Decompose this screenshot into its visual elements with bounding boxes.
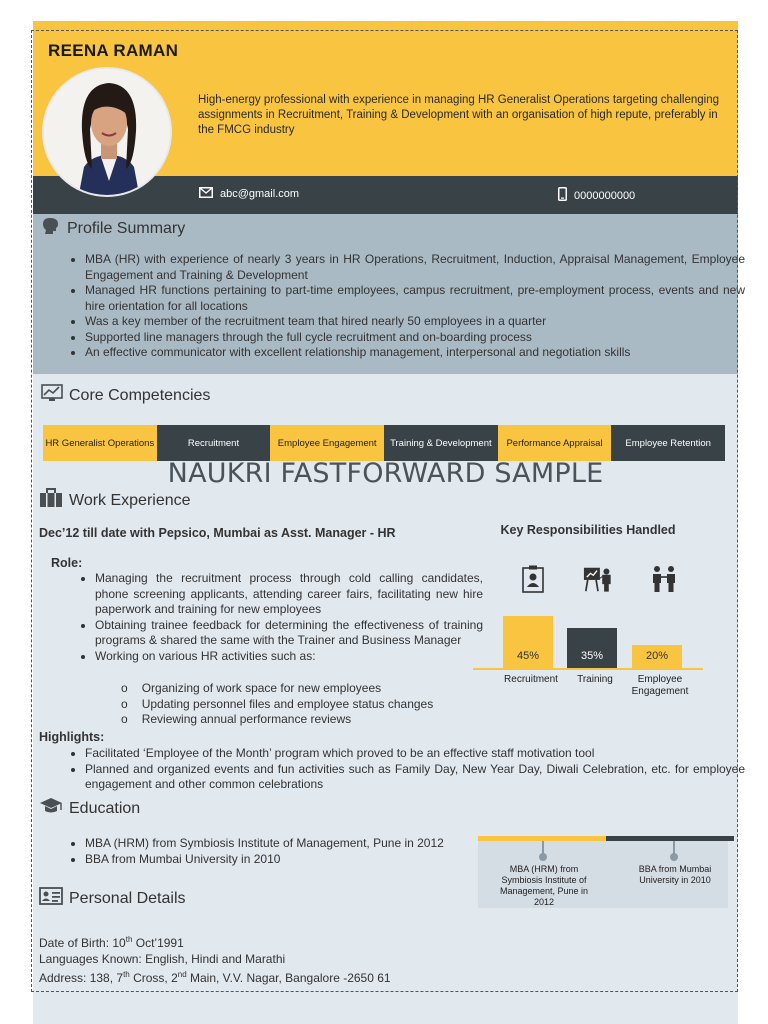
list-item: • BBA from Mumbai University in 2010 xyxy=(85,852,525,868)
sample-watermark: NAUKRI FASTFORWARD SAMPLE xyxy=(167,458,604,489)
timeline-entry: MBA (HRM) from Symbiosis Institute of Management, Pune in 2012 xyxy=(499,864,589,907)
competency-tag: HR Generalist Operations xyxy=(43,425,157,461)
list-item: • Facilitated ‘Employee of the Month’ program which proved to be an effective staff motivation tool xyxy=(85,746,745,762)
chart-baseline xyxy=(473,668,703,670)
mobile-phone-icon xyxy=(558,187,567,204)
personal-details-text xyxy=(39,932,391,987)
job-title: Dec’12 till date with Pepsico, Mumbai as Asst. Manager - HR xyxy=(39,526,396,540)
chart-bar xyxy=(503,616,553,668)
education-timeline xyxy=(478,836,728,908)
timeline-entry: BBA from Mumbai University in 2010 xyxy=(638,864,712,885)
education-list xyxy=(65,836,525,867)
envelope-icon xyxy=(199,187,213,201)
competency-tag: Employee Engagement xyxy=(270,425,384,461)
list-item: o Organizing of work space for new employees xyxy=(121,681,382,695)
competency-tags xyxy=(43,425,725,461)
competency-tag: Training & Development xyxy=(384,425,498,461)
monitor-chart-icon xyxy=(41,384,63,407)
competency-tag: Performance Appraisal xyxy=(498,425,612,461)
highlights-label: Highlights: xyxy=(39,730,105,744)
graduation-cap-icon xyxy=(39,797,63,820)
role-list xyxy=(75,571,483,664)
personal-details-heading: Personal Details xyxy=(39,887,186,910)
bar-value-label: 20% xyxy=(645,650,669,662)
phone-contact[interactable] xyxy=(558,187,635,204)
list-item: • Supported line managers through the full cycle recruitment and on-boarding process xyxy=(85,330,745,346)
date-of-birth: Date of Birth: 10th Oct’1991 xyxy=(39,935,184,950)
chart-bar xyxy=(567,628,617,668)
list-item: o Reviewing annual performance reviews xyxy=(121,712,352,726)
list-item: o Updating personnel files and employee status changes xyxy=(121,696,434,711)
candidate-name: REENA RAMAN xyxy=(48,41,179,60)
chart-title: Key Responsibilities Handled xyxy=(500,523,676,537)
languages-known: Languages Known: English, Hindi and Marathi xyxy=(39,951,286,966)
email-text: abc@gmail.com xyxy=(220,188,300,200)
work-experience-heading: Work Experience xyxy=(39,488,191,513)
competency-tag: Employee Retention xyxy=(611,425,725,461)
list-item: • Managed HR functions pertaining to part-time employees, campus recruitment, pre-employment process, events and new hire orientation for all locations xyxy=(85,283,745,314)
category-label: Employee Engagement xyxy=(631,674,689,697)
list-item: • Was a key member of the recruitment team that hired nearly 50 employees in a quarter xyxy=(85,314,745,330)
category-label: Training xyxy=(577,674,613,685)
category-label: Recruitment xyxy=(504,674,558,685)
profile-photo xyxy=(42,67,172,197)
timeline-node xyxy=(542,841,544,855)
list-item: • Planned and organized events and fun activities such as Family Day, New Year Day, Diwali Celebration, etc. for employee engagement and other common celebrations xyxy=(85,762,745,793)
bar-value-label: 35% xyxy=(580,650,604,662)
email-contact[interactable] xyxy=(199,187,299,201)
phone-text: 0000000000 xyxy=(574,189,636,202)
competency-tag: Recruitment xyxy=(157,425,271,461)
education-heading: Education xyxy=(39,797,140,820)
list-item: • Obtaining trainee feedback for determining the effectiveness of training programs & shared the same with the Trainer and Business Manager xyxy=(95,618,483,649)
role-label: Role: xyxy=(51,556,83,570)
chart-bar xyxy=(632,645,682,668)
briefcase-icon xyxy=(39,488,63,513)
profile-summary-list xyxy=(65,252,745,361)
list-item: • An effective communicator with excellent relationship management, interpersonal and negotiation skills xyxy=(85,345,745,361)
core-competencies-heading: Core Competencies xyxy=(41,384,210,407)
address: Address: 138, 7th Cross, 2nd Main, V.V. Nagar, Bangalore -2650 61 xyxy=(39,970,391,985)
bar-value-label: 45% xyxy=(516,650,540,662)
id-badge-icon xyxy=(39,887,63,910)
highlights-list xyxy=(65,746,745,793)
list-item: • Working on various HR activities such as: xyxy=(95,649,483,665)
presentation-icon xyxy=(583,564,613,594)
profile-summary-heading: Profile Summary xyxy=(41,216,185,241)
role-sub-list xyxy=(121,681,481,728)
people-icon xyxy=(649,564,679,594)
list-item: • Managing the recruitment process through cold calling candidates, phone screening applicants, attending career fairs, facilitating new hire paperwork and training for new employees xyxy=(95,571,483,618)
timeline-node xyxy=(673,841,675,855)
career-objective: High-energy professional with experience in managing HR Generalist Operations targeting challenging assignments in Recruitment, Training & Development with an organisation of high repute, preferably in the FMCG industry xyxy=(198,94,719,136)
responsibilities-chart xyxy=(473,556,703,706)
list-item: • MBA (HR) with experience of nearly 3 years in HR Operations, Recruitment, Induction, Appraisal Management, Employee Engagement and Training & Development xyxy=(85,252,745,283)
timeline-bar xyxy=(606,836,734,841)
list-item: • MBA (HRM) from Symbiosis Institute of Management, Pune in 2012 xyxy=(85,836,525,852)
resume-page xyxy=(33,21,745,1024)
head-profile-icon xyxy=(41,216,61,241)
id-card-icon xyxy=(518,564,548,594)
